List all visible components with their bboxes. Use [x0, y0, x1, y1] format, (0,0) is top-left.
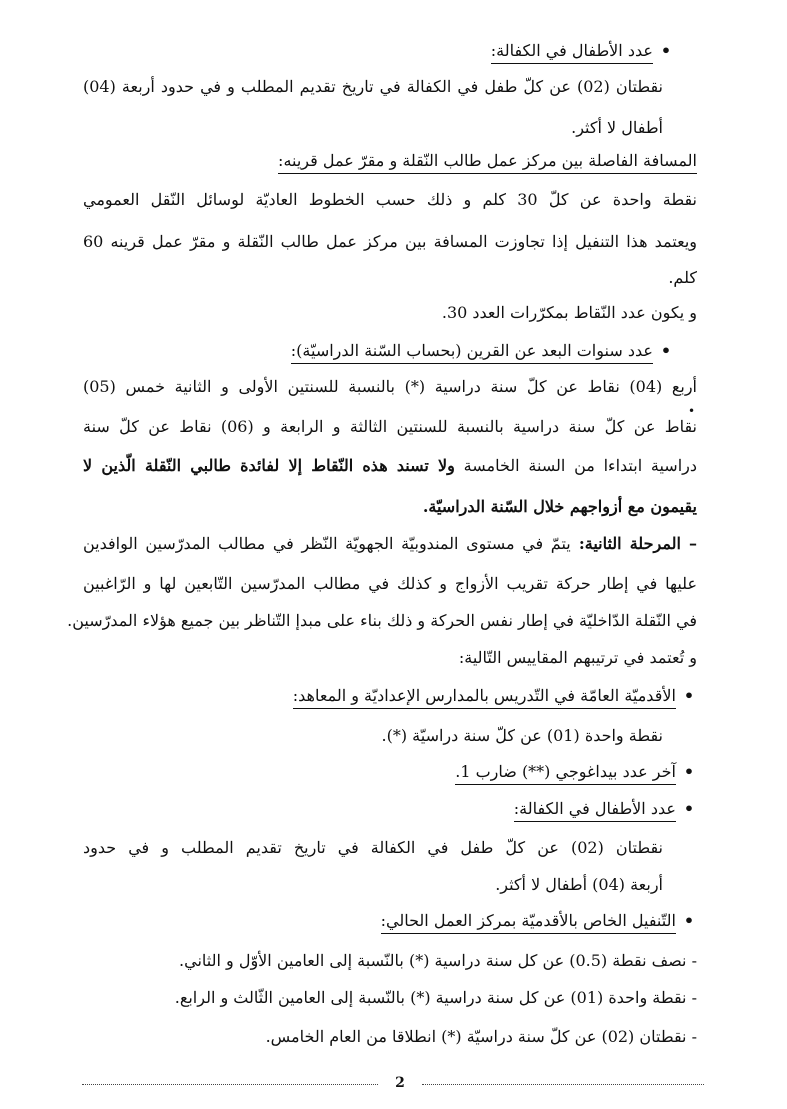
paragraph-text: يتمّ في مستوى المندوبيّة الجهويّة النّظر في مطالب المدرّسين الوافدين	[83, 534, 571, 553]
paragraph-line: أربع (04) نقاط عن كلّ سنة دراسية (*) بالنسبة للسنتين الأولى و الثانية خمس (05)	[83, 377, 697, 396]
bullet-icon: •	[683, 799, 695, 818]
bullet-icon: •	[683, 911, 695, 930]
footer-rule-right	[422, 1084, 704, 1085]
paragraph-line: و تُعتمد في ترتيبهم المقاييس التّالية:	[458, 648, 697, 667]
bullet-icon: •	[660, 341, 672, 360]
bullet-icon: •	[683, 762, 695, 781]
list-item-bonus-2: - نقطة واحدة (01) عن كل سنة دراسية (*) بالنّسبة إلى العامين الثّالث و الرابع.	[174, 988, 697, 1007]
bullet-heading-seniority	[0, 685, 697, 709]
paragraph-line: نقاط عن كلّ سنة دراسية بالنسبة للسنتين الثالثة و الرابعة و (06) نقاط عن كلّ سنة	[83, 417, 697, 436]
paragraph-line: نقطتان (02) عن كلّ طفل في الكفالة في تاريخ تقديم المطلب و في حدود	[83, 838, 663, 857]
bullet-heading-years	[0, 340, 674, 364]
paragraph-line: نقطة واحدة عن كلّ 30 كلم و ذلك حسب الخطوط العاديّة لوسائل النّقل العمومي	[83, 190, 697, 209]
paragraph-line-emphasis: يقيمون مع أزواجهم خلال السّنة الدراسيّة.	[422, 497, 697, 516]
paragraph-line	[83, 455, 697, 477]
heading-pedagogy: آخر عدد بيداغوجي (**) ضارب 1.	[455, 761, 676, 785]
heading-years: عدد سنوات البعد عن القرين (بحساب السّنة الدراسيّة):	[291, 340, 653, 364]
bullet-heading-children	[0, 40, 674, 64]
bullet-heading-pedagogy	[0, 761, 697, 785]
paragraph-line: عليها في إطار حركة تقريب الأزواج و كذلك في مطالب المدرّسين التّابعين لها و الرّاغبين	[83, 574, 698, 593]
paragraph-line: كلم.	[668, 268, 697, 287]
footer-rule-left	[82, 1084, 378, 1085]
heading-bonus: التّنفيل الخاص بالأقدميّة بمركز العمل الحالي:	[381, 910, 676, 934]
heading-distance-wrap	[0, 150, 697, 174]
paragraph-text: دراسية ابتداءا من السنة الخامسة	[454, 456, 697, 475]
bullet-icon: •	[683, 686, 695, 705]
heading-seniority: الأقدميّة العامّة في التّدريس بالمدارس الإعداديّة و المعاهد:	[293, 685, 676, 709]
paragraph-line: و يكون عدد النّقاط بمكرّرات العدد 30.	[441, 303, 697, 322]
emphasis-text: ولا تسند هذه النّقاط إلا لفائدة طالبي النّقلة الّذين لا	[83, 456, 455, 475]
paragraph-line: أربعة (04) أطفال لا أكثر.	[495, 875, 663, 894]
paragraph-line: نقطة واحدة (01) عن كلّ سنة دراسيّة (*).	[381, 726, 663, 745]
paragraph-line: في النّقلة الدّاخليّة في إطار نفس الحركة و ذلك بناء على مبدإ التّناظر بين جميع هؤلاء المدرّسين.	[67, 611, 697, 630]
list-item-bonus-1: - نصف نقطة (0.5) عن كل سنة دراسية (*) بالنّسبة إلى العامين الأوّل و الثاني.	[179, 951, 697, 970]
paragraph-line: ويعتمد هذا التنفيل إذا تجاوزت المسافة بين مركز عمل طالب النّقلة و مقرّ عمل قرينه 60	[83, 232, 697, 251]
paragraph-line	[83, 533, 697, 555]
heading-distance: المسافة الفاصلة بين مركز عمل طالب النّقلة و مقرّ عمل قرينه:	[278, 150, 697, 174]
bullet-heading-bonus	[0, 910, 697, 934]
page-number: 2	[395, 1075, 405, 1091]
heading-children: عدد الأطفال في الكفالة:	[491, 40, 653, 64]
bullet-icon: •	[660, 41, 672, 60]
heading-children-2: عدد الأطفال في الكفالة:	[514, 798, 676, 822]
list-item-bonus-3: - نقطتان (02) عن كلّ سنة دراسيّة (*) انطلاقا من العام الخامس.	[265, 1027, 697, 1046]
stray-dot-mark: •	[688, 404, 696, 418]
phase-two-label: – المرحلة الثانية:	[570, 534, 697, 553]
paragraph-line: أطفال لا أكثر.	[571, 118, 663, 137]
bullet-heading-children-2	[0, 798, 697, 822]
paragraph-line: نقطتان (02) عن كلّ طفل في الكفالة في تاريخ تقديم المطلب و في حدود أربعة (04)	[83, 77, 664, 96]
